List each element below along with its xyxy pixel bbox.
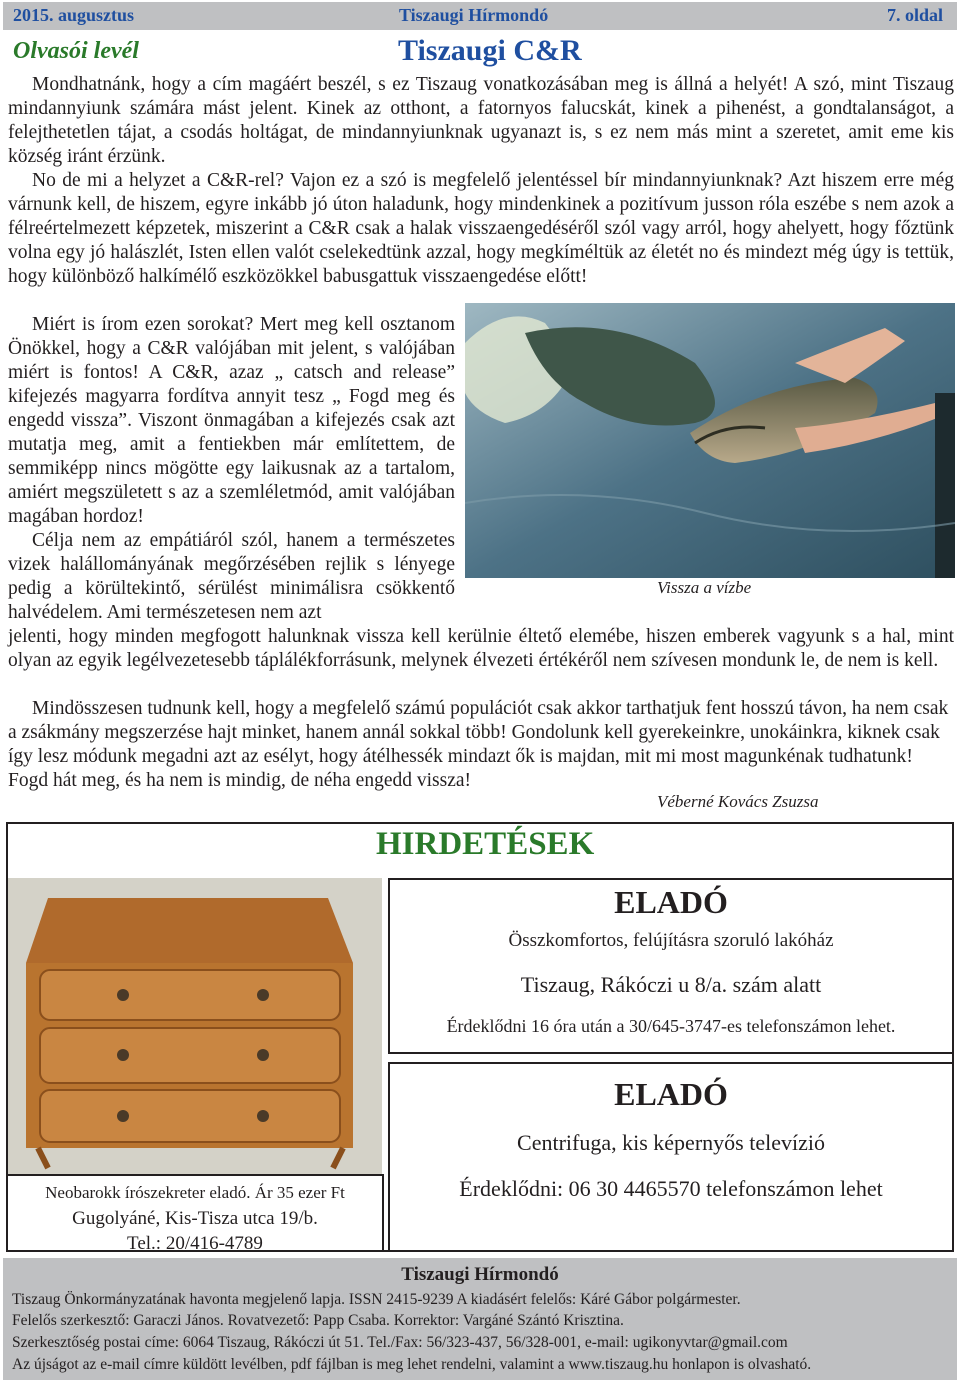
furniture-ad-line2: Gugolyáné, Kis-Tisza utca 19/b.: [72, 1208, 318, 1229]
furniture-ad-line3: Tel.: 20/416-4789: [127, 1233, 263, 1254]
house-ad-line3: Érdeklődni 16 óra után a 30/645-3747-es telefonszámon lehet.: [446, 1016, 896, 1036]
footer-line-2: Felelős szerkesztő: Garaczi János. Rovatvezető: Papp Csaba. Korrektor: Vargáné Szántó Krisztina.: [12, 1312, 624, 1329]
article-title: Tiszaugi C&R: [398, 34, 582, 67]
page-number: 7. oldal: [886, 5, 943, 25]
page-footer: [3, 1258, 957, 1380]
house-ad-line2: Tiszaug, Rákóczi u 8/a. szám alatt: [520, 972, 822, 997]
photo-caption: Vissza a vízbe: [657, 578, 752, 597]
article-author: Véberné Kovács Zsuzsa: [657, 792, 819, 811]
tv-ad: [388, 1062, 954, 1252]
page-header: [3, 2, 957, 30]
paragraph-6: Mindösszesen tudnunk kell, hogy a megfelelő számú populációt csak akkor tarthatjuk fent hosszú távon, ha nem csak a zsákmány megszerzése hajt minket, hanem annál sokkal több! Gondolunk kell gyerekeinkre, unokáinkra, kiknek csak így lesz módunk megadni azt az esélyt, hogy átélhessék mindazt ők is majdan, mit mi most magunkénak tudhatunk! Fogd hát meg, és ha nem is mindig, de néha engedd vissza!: [8, 698, 949, 791]
ads-heading: HIRDETÉSEK: [376, 826, 595, 862]
footer-line-4: Az újságot az e-mail címre küldött levélben, pdf fájlban is meg lehet rendelni, valamint a www.tiszaug.hu honlapon is olvasható.: [12, 1356, 812, 1373]
paper-name: Tiszaugi Hírmondó: [399, 5, 549, 25]
paragraph-2: No de mi a helyzet a C&R-rel? Vajon ez a szó is megfelelő jelentéssel bír mindannyiunknak? Azt hiszem erre még várnunk kell, de hiszem, egyre inkább jó úton haladunk, hogy mindenkinek a pozitívum jusson róla eszébe s nem azok a félreértelmezett képzetek, miszerint a C&R csak a halak visszaengedéséről szól vagy arról, hogy ahelyett, hogy főztünk volna egy jó halászlét, Isten ellen valót cselekedtünk azzal, hogy megkíméltük az életét no és mindezt még úgy is tettük, hogy különböző halkímélő eszközökkel babusgattuk visszaengedése előtt!: [8, 170, 954, 287]
house-ad-title: ELADÓ: [614, 884, 728, 920]
paragraph-3: Miért is írom ezen sorokat? Mert meg kell osztanom Önökkel, hogy a C&R valójában mit jelent, s valójában miért is fontos! A C&R, azaz „ catsch and release” kifejezés magyarra fordítva annyit tesz „ Fogd meg és engedd vissza”. Viszont önmagában a kifejezés csak azt mutatja meg, amit a fentiekben már említettem, de semmiképp nincs mögötte egy laikusnak az a tartalom, amiért megszületett s az a szemléletmód, amit valójában magában hordoz!: [8, 314, 455, 527]
tv-ad-title: ELADÓ: [614, 1076, 728, 1112]
issue-date: 2015. augusztus: [13, 5, 135, 25]
furniture-ad-line1: Neobarokk írószekreter eladó. Ár 35 ezer Ft: [45, 1183, 345, 1202]
footer-title: Tiszaugi Hírmondó: [401, 1264, 559, 1285]
furniture-ad: [6, 1174, 384, 1252]
furniture-photo: [8, 878, 382, 1174]
footer-line-1: Tiszaug Önkormányzatának havonta megjelenő lapja. ISSN 2415-9239 A kiadásért felelős: Káré Gábor polgármester.: [12, 1291, 741, 1308]
house-ad: [388, 878, 954, 1054]
paragraph-4: Célja nem az empátiáról szól, hanem a természetes vizek halállományának megőrzésében rejlik s lényege pedig a körültekintő, sérülést minimálisra csökkentő halvédelem. Ami természetesen nem azt: [8, 530, 455, 623]
tv-ad-line2: Érdeklődni: 06 30 4465570 telefonszámon lehet: [459, 1176, 883, 1201]
footer-line-3: Szerkesztőség postai címe: 6064 Tiszaug, Rákóczi út 51. Tel./Fax: 56/323-437, 56/328-001, e-mail: ugikonyvtar@gmail.com: [12, 1334, 788, 1351]
fish-release-photo: [465, 303, 955, 578]
section-label: Olvasói levél: [13, 38, 139, 64]
house-ad-line1: Összkomfortos, felújításra szoruló lakóház: [508, 930, 834, 951]
paragraph-5: jelenti, hogy minden megfogott halunknak vissza kell kerülnie éltető elemébe, hiszen emberek vagyunk s a hal, mint olyan az egyik legélvezetesebb táplálékforrásunk, melynek élvezeti értékéről nem szívesen mondunk le, de nem is kell.: [8, 626, 954, 671]
tv-ad-line1: Centrifuga, kis képernyős televízió: [517, 1130, 825, 1155]
paragraph-1: Mondhatnánk, hogy a cím magáért beszél, s ez Tiszaug vonatkozásában meg is állná a helyét! A szó, mint Tiszaug mindannyiunk számára mást jelent. Kinek az otthont, a fatornyos falucskát, kinek a pihenést, a gondtalanságot, a felejthetetlen tájat, a csodás holtágat, de mindannyiunknak ugyanazt is, s ez nem más mint a szeretet, amit eme kis község iránt érzünk.: [8, 74, 954, 167]
